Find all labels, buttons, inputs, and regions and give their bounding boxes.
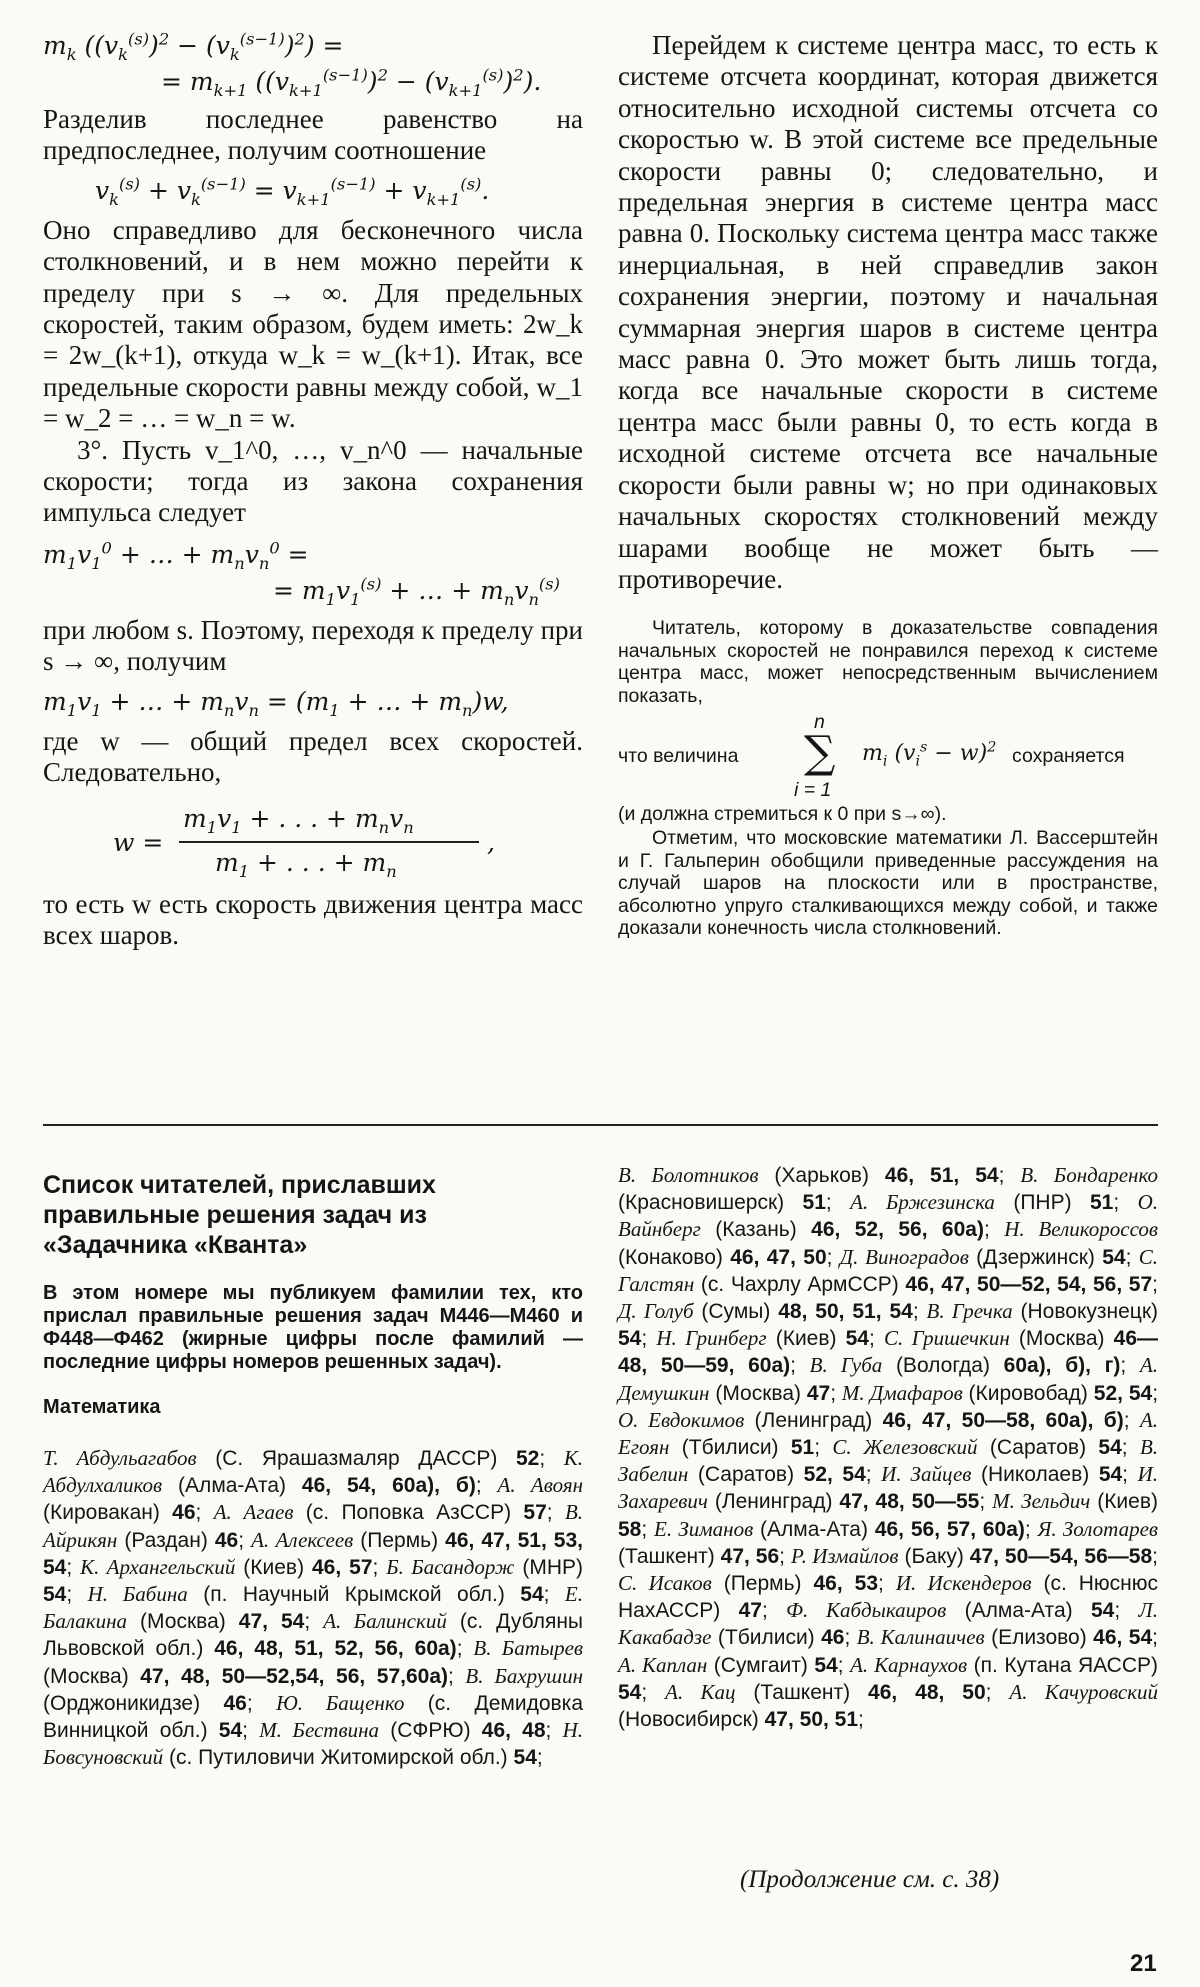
sigma-icon: ∑	[804, 726, 836, 778]
solved-problems: 54	[845, 1327, 869, 1351]
solved-problems: 54	[43, 1583, 67, 1607]
solved-problems: 46, 56, 57, 60а)	[874, 1517, 1025, 1541]
reader-place: (Харьков)	[758, 1164, 885, 1187]
reader-place: (Ленинград)	[744, 1408, 883, 1432]
reader-place: (Тбилиси)	[669, 1436, 791, 1460]
reader-place: (Новокузнецк)	[1012, 1300, 1158, 1324]
reader-place: (Ташкент)	[735, 1680, 869, 1704]
solved-problems: 46, 48	[481, 1719, 546, 1743]
reader-place: (Конаково)	[618, 1245, 731, 1269]
readers-list-part-1: Т. Абдульагабов (С. Ярашазмаляр ДАССР) 52; К. Абдулхаликов (Алма-Ата) 46, 54, 60а), б); А. Авоян (Кировакан) 46; А. Агаев (с. Поповка АзССР) 57; В. Айрикян (Раздан) 46; А. Алексеев (Пермь) 46, 47, 51, 53, 54; К. Архангельский (Киев) 46, 57; Б. Басандорж (МНР) 54; Н. Бабина (п. Научный Крымской обл.) 54; Е. Балакина (Москва) 47, 54; А. Балинский (с. Дубляны Львовской обл.) 46, 48, 51, 52, 56, 60а); В. Батырев (Москва) 47, 48, 50—52,54, 56, 57,60а); В. Бахрушин (Орджоникидзе) 46; Ю. Бащенко (с. Демидовка Винницкой обл.) 54; М. Бествина (СФРЮ) 46, 48; Н. Бовсуновский (с. Путиловичи Житомирской обл.) 54;	[43, 1446, 584, 1770]
fraction-bar	[179, 841, 479, 843]
solved-problems: 54	[1098, 1463, 1123, 1487]
reader-place: (СФРЮ)	[379, 1719, 482, 1743]
paragraph: Оно справедливо для бесконечного числа столкновений, и в нем можно перейти к пределу при s → ∞. Для предельных скоростей, таким образом, будем иметь: 2w_k = 2w_(k+1), откуда w_k = w_(k+1). Итак, все предельные скорости равны между собой, w_1 = w_2 = … = w_n = w.	[43, 214, 583, 434]
solved-problems: 46	[223, 1691, 247, 1715]
reader-name: К. Архангельский	[80, 1554, 236, 1579]
solved-problems: 46	[214, 1528, 239, 1552]
continuation-note: (Продолжение см. с. 38)	[740, 1866, 1000, 1893]
paragraph: где w — общий предел всех скоростей. Следовательно,	[43, 725, 583, 788]
reader-name: А. Бржезинска	[850, 1190, 995, 1215]
solved-problems: 46	[821, 1626, 845, 1650]
reader-place: (Алма-Ата)	[162, 1474, 302, 1498]
solved-problems: 46, 47, 51, 53, 54	[43, 1528, 583, 1579]
solved-problems: 46, 57	[312, 1555, 373, 1579]
readers-left-column	[43, 1170, 583, 1771]
readers-list-part-2: В. Болотников (Харьков) 46, 51, 54; В. Бондаренко (Красновишерск) 51; А. Бржезинска (ПНР) 51; О. Вайнберг (Казань) 46, 52, 56, 60а); Н. Великороссов (Конаково) 46, 47, 50; Д. Виноградов (Дзержинск) 54; С. Галстян (с. Чахрлу АрмССР) 46, 47, 50—52, 54, 56, 57; Д. Голуб (Сумы) 48, 50, 51, 54; В. Гречка (Новокузнецк) 54; Н. Гринберг (Киев) 54; С. Гришечкин (Москва) 46—48, 50—59, 60а); В. Губа (Вологда) 60а), б), г); А. Демушкин (Москва) 47; М. Дмафаров (Кировобад) 52, 54; О. Евдокимов (Ленинград) 46, 47, 50—58, 60а), б); А. Егоян (Тбилиси) 51; С. Железовский (Саратов) 54; В. Забелин (Саратов) 52, 54; И. Зайцев (Николаев) 54; И. Захаревич (Ленинград) 47, 48, 50—55; М. Зельдич (Киев) 58; Е. Зиманов (Алма-Ата) 46, 56, 57, 60а); Я. Золотарев (Ташкент) 47, 56; Р. Измайлов (Баку) 47, 50—54, 56—58; С. Исаков (Пермь) 46, 53; И. Искендеров (с. Нюснюс НахАССР) 47; Ф. Кабдыкаиров (Алма-Ата) 54; Л. Какабадзе (Тбилиси) 46; В. Калинаичев (Елизово) 46, 54; А. Каплан (Сумгаит) 54; А. Карнаухов (п. Кутана ЯАССР) 54; А. Кац (Ташкент) 46, 48, 50; А. Качуровский (Новосибирск) 47, 50, 51;	[618, 1163, 1159, 1732]
reader-place: (Казань)	[700, 1218, 812, 1242]
reader-name: Е. Балакина	[43, 1582, 583, 1634]
solved-problems: 46, 52, 56, 60а)	[811, 1218, 984, 1242]
reader-name: С. Гришечкин	[883, 1326, 1010, 1351]
solved-problems: 54	[618, 1327, 642, 1351]
reader-name: В. Калинаичев	[856, 1625, 985, 1650]
reader-place: (Орджоникидзе)	[43, 1691, 224, 1715]
reader-place: (Москва)	[709, 1381, 807, 1405]
reader-place: (с. Демидовка Винницкой обл.)	[43, 1691, 584, 1743]
note-paragraph: Читатель, которому в доказательстве совпадения начальных скоростей не понравился переход к системе центра масс, может непосредственным вычислением показать,	[618, 617, 1158, 707]
reader-place: (Саратов)	[977, 1436, 1099, 1460]
reader-place: (Москва)	[127, 1610, 239, 1634]
reader-name: А. Егоян	[618, 1407, 1159, 1460]
solved-problems: 46, 51, 54	[884, 1164, 999, 1187]
reader-name: В. Губа	[809, 1353, 883, 1378]
reader-name: В. Бахрушин	[465, 1663, 583, 1688]
readers-title: Список читателей, приславших правильные решения задач из «Задачника «Кванта»	[43, 1171, 436, 1259]
solved-problems: 47	[806, 1381, 831, 1405]
solved-problems: 58	[618, 1517, 642, 1541]
reader-name: С. Железовский	[832, 1435, 978, 1460]
reader-place: (ПНР)	[994, 1191, 1090, 1215]
reader-place: (Пермь)	[711, 1572, 814, 1596]
sum-lower: i = 1	[794, 778, 832, 801]
reader-name: В. Батырев	[473, 1636, 584, 1661]
reader-name: А. Агаев	[213, 1500, 294, 1525]
solved-problems: 54	[513, 1746, 537, 1770]
reader-place: (Ташкент)	[618, 1544, 721, 1568]
solved-problems: 47, 48, 50—55	[839, 1490, 980, 1514]
reader-name: В. Гречка	[926, 1299, 1013, 1324]
reader-name: Ю. Бащенко	[276, 1690, 405, 1715]
reader-name: Р. Измайлов	[790, 1543, 899, 1568]
reader-place: (с. Путиловичи Житомирской обл.)	[163, 1746, 514, 1770]
solved-problems: 60а), б), г)	[1003, 1354, 1121, 1378]
reader-place: (с. Нюснюс НахАССР)	[618, 1572, 1159, 1623]
reader-place: (Пермь)	[353, 1528, 446, 1552]
reader-name: Е. Зиманов	[654, 1516, 754, 1541]
reader-place: (п. Кутана ЯАССР)	[967, 1653, 1159, 1677]
reader-name: А. Карнаухов	[850, 1652, 968, 1677]
solved-problems: 51	[1090, 1191, 1114, 1215]
reader-place: (Красновишерск)	[618, 1191, 803, 1215]
solved-problems: 46, 48, 50	[868, 1680, 986, 1704]
sum-pre: что величина	[618, 744, 739, 767]
reader-name: А. Алексеев	[251, 1527, 354, 1552]
reader-place: (С. Ярашазмаляр ДАССР)	[196, 1447, 516, 1470]
reader-name: В. Забелин	[618, 1435, 1159, 1487]
formula-2: $v_k^{(s)} + v_k^{(s-1)} = v_{k+1}^{(s-1)} + v_{k+1}^{(s)}$.	[95, 174, 490, 209]
reader-name: В. Болотников	[618, 1163, 759, 1187]
solved-problems: 54	[1102, 1245, 1126, 1269]
reader-place: (п. Научный Крымской обл.)	[187, 1583, 521, 1607]
reader-name: Ф. Кабдыкаиров	[786, 1598, 947, 1623]
solved-problems: 46, 48, 51, 52, 56, 60а)	[214, 1637, 457, 1661]
reader-place: (Алма-Ата)	[753, 1517, 875, 1541]
reader-name: Б. Басандорж	[386, 1554, 515, 1579]
formula-5-denominator: $m_1$ + . . . + $m_n$	[215, 847, 397, 881]
note-paragraph: (и должна стремиться к 0 при s→∞).	[618, 802, 947, 825]
section-divider	[43, 1124, 1158, 1126]
reader-place: (Сумы)	[693, 1300, 779, 1324]
solved-problems: 46, 47, 50	[730, 1245, 827, 1269]
paragraph: то есть w есть скорость движения центра масс всех шаров.	[43, 888, 583, 950]
page-number: 21	[1130, 1950, 1157, 1977]
solved-problems: 54	[618, 1680, 642, 1704]
formula-1a: $m_k$ $((v_k^{(s)})^2 - (v_k^{(s-1)})^2)$ =	[43, 29, 344, 64]
solved-problems: 46, 47, 50—58, 60а), б)	[882, 1408, 1124, 1432]
solved-problems: 52	[516, 1447, 540, 1470]
solved-problems: 46, 54	[1093, 1626, 1153, 1650]
solved-problems: 54	[1098, 1436, 1122, 1460]
reader-place: (Алма-Ата)	[946, 1599, 1091, 1623]
solved-problems: 47, 56	[720, 1544, 780, 1568]
reader-name: Н. Бабина	[87, 1582, 188, 1607]
reader-place: (Николаев)	[971, 1463, 1099, 1487]
solved-problems: 54	[218, 1719, 243, 1743]
reader-name: А. Кац	[665, 1679, 736, 1704]
reader-name: И. Искендеров	[895, 1571, 1032, 1596]
formula-3b: = $m_1v_1^{(s)}$ + … + $m_nv_n^{(s)}$	[273, 574, 560, 609]
reader-place: (Вологда)	[882, 1354, 1004, 1378]
reader-name: К. Абдулхаликов	[43, 1446, 584, 1498]
reader-name: Н. Великороссов	[1004, 1217, 1158, 1242]
right-column	[618, 30, 1158, 939]
reader-place: (с. Чахрлу АрмССР)	[694, 1272, 906, 1296]
reader-name: Д. Виноградов	[839, 1244, 969, 1269]
solved-problems: 54	[520, 1583, 544, 1607]
reader-name: Л. Какабадзе	[618, 1598, 1158, 1650]
reader-place: (Киев)	[1090, 1490, 1158, 1514]
reader-name: А. Авоян	[497, 1473, 583, 1498]
solved-problems: 54	[814, 1653, 838, 1677]
reader-name: И. Зайцев	[881, 1462, 972, 1487]
formula-5-numerator: $m_1v_1$ + . . . + $m_nv_n$	[183, 803, 414, 837]
reader-name: Т. Абдульагабов	[43, 1446, 197, 1470]
solved-problems: 52, 54	[1093, 1381, 1153, 1405]
sum-post: сохраняется	[1012, 744, 1125, 767]
solved-problems: 46, 54, 60а), б)	[301, 1474, 476, 1498]
readers-intro: В этом номере мы публикуем фамилии тех, кто прислал правильные решения задач М446—М460 и Ф448—Ф462 (жирные цифры после фамилий — последние цифры номеров решенных задач).	[43, 1282, 583, 1373]
readers-right-column	[618, 1162, 1158, 1733]
solved-problems: 46, 47, 50—52, 54, 56, 57	[905, 1272, 1153, 1296]
reader-place: (с. Поповка АзССР)	[293, 1501, 524, 1525]
solved-problems: 54	[1090, 1599, 1115, 1623]
reader-name: М. Бествина	[259, 1718, 380, 1743]
reader-place: (Тбилиси)	[711, 1626, 822, 1650]
formula-5	[43, 797, 583, 889]
reader-name: Я. Золотарев	[1037, 1516, 1159, 1541]
sum-expr: $m_i$ $(v_i^s - w)^2$	[862, 739, 997, 770]
reader-place: (Кировобад)	[962, 1381, 1094, 1405]
reader-place: (Москва)	[1009, 1327, 1114, 1351]
left-column	[43, 28, 583, 951]
solved-problems: 46, 53	[813, 1572, 879, 1596]
paragraph: Перейдем к системе центра масс, то есть к системе отсчета координат, которая движется относительно исходной системы отсчета со скоростью w. В этой системе все предельные скорости равны 0; следовательно, и предельная энергия в системе центра масс равна 0. Поскольку система центра масс также инерциальная, в ней справедлив закон сохранения энергии, поэтому и начальная суммарная энергия шаров в системе центра масс равна 0. Это может быть лишь тогда, когда все начальные скорости в системе центра масс были равны 0, то есть когда в исходной системе отсчета все начальные скорости были равны w; но при одинаковых начальных скоростях столкновений между шарами вообще не может быть — противоречие.	[618, 30, 1158, 594]
solved-problems: 46	[172, 1501, 196, 1525]
reader-place: (Раздан)	[117, 1528, 215, 1552]
solved-problems: 57	[523, 1501, 547, 1525]
reader-place: (Киев)	[235, 1555, 312, 1579]
reader-place: (Киев)	[766, 1327, 846, 1351]
comma: ,	[487, 827, 495, 857]
reader-name: О. Евдокимов	[618, 1407, 745, 1432]
reader-name: А. Качуровский	[1009, 1679, 1159, 1704]
paragraph: при любом s. Поэтому, переходя к пределу при s → ∞, получим	[43, 614, 583, 677]
note-paragraph: Отметим, что московские математики Л. Вассерштейн и Г. Гальперин обобщили приведенные рассуждения на случай шаров на плоскости или в пространстве, абсолютно упруго сталкивающихся между собой, и также доказали конечность числа столкновений.	[618, 827, 1158, 939]
solved-problems: 47, 48, 50—52,54, 56, 57,60а)	[140, 1664, 449, 1688]
paragraph: Разделив последнее равенство на предпоследнее, получим соотношение	[43, 104, 583, 166]
paragraph: 3°. Пусть v_1^0, …, v_n^0 — начальные скорости; тогда из закона сохранения импульса следует	[43, 434, 583, 528]
reader-name: О. Вайнберг	[618, 1190, 1159, 1242]
section-heading: Математика	[43, 1396, 161, 1418]
reader-name: С. Галстян	[618, 1244, 1159, 1296]
solved-problems: 51	[790, 1436, 815, 1460]
reader-name: Н. Бовсуновский	[43, 1718, 584, 1770]
solved-problems: 47, 50—54, 56—58	[969, 1544, 1153, 1568]
reader-name: М. Дмафаров	[841, 1380, 963, 1405]
reader-place: (Елизово)	[984, 1626, 1094, 1650]
reader-name: А. Каплан	[618, 1652, 708, 1677]
reader-place: (Сумгаит)	[707, 1653, 815, 1677]
sum-upper: n	[814, 710, 825, 733]
solved-problems: 47	[738, 1599, 762, 1623]
reader-name: А. Балинский	[323, 1609, 447, 1634]
reader-place: (Дзержинск)	[968, 1245, 1103, 1269]
solved-problems: 51	[802, 1191, 826, 1215]
sum-expression	[618, 707, 1158, 803]
reader-place: (Саратов)	[688, 1463, 804, 1487]
reader-name: М. Зельдич	[992, 1489, 1091, 1514]
reader-place: (Ленинград)	[707, 1490, 840, 1514]
reader-place: (Кировакан)	[43, 1501, 173, 1525]
reader-place: (Баку)	[898, 1544, 970, 1568]
solved-problems: 47, 54	[238, 1610, 305, 1634]
formula-3a: $m_1v_1^0$ + … + $m_nv_n^0$ =	[43, 538, 309, 573]
reader-place: (Новосибирск)	[618, 1708, 765, 1732]
formula-4: $m_1v_1$ + … + $m_nv_n = (m_1$ + … + $m_n)w$,	[43, 686, 509, 720]
reader-name: В. Айрикян	[43, 1500, 584, 1552]
reader-name: А. Демушкин	[618, 1353, 1159, 1405]
reader-place: (Москва)	[43, 1664, 141, 1688]
solved-problems: 46—48, 50—59, 60а)	[618, 1327, 1159, 1378]
reader-place: (МНР)	[514, 1555, 583, 1579]
solved-problems: 47, 50, 51	[764, 1708, 859, 1732]
solved-problems: 48, 50, 51, 54	[778, 1300, 913, 1324]
reader-place: (с. Дубляны Львовской обл.)	[43, 1610, 584, 1661]
reader-name: Н. Гринберг	[656, 1326, 767, 1351]
reader-name: В. Бондаренко	[1020, 1163, 1158, 1187]
reader-name: С. Исаков	[618, 1571, 712, 1596]
formula-5-lhs: w =	[113, 827, 164, 857]
reader-name: И. Захаревич	[618, 1462, 1158, 1514]
solved-problems: 52, 54	[803, 1463, 866, 1487]
reader-name: Д. Голуб	[618, 1299, 694, 1324]
formula-1b: = $m_{k+1}$ $((v_{k+1}^{(s-1)})^2 - (v_{k+1}^{(s)})^2)$.	[161, 65, 542, 100]
